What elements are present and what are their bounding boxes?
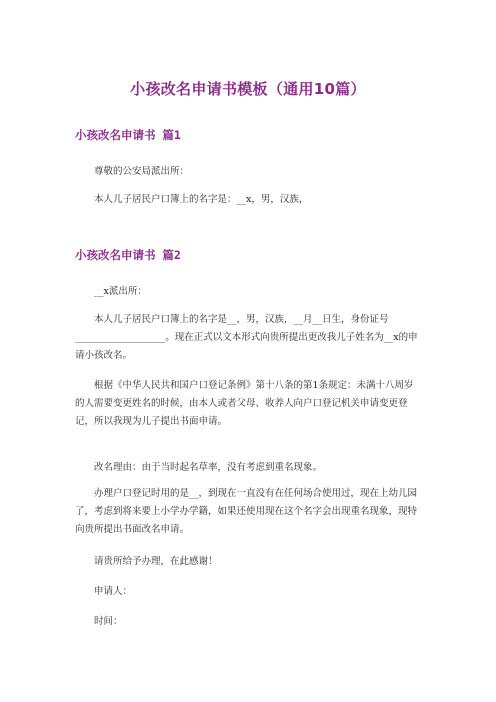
paragraph: 办理户口登记时用的是__，到现在一直没有在任何场合使用过，现在上幼儿园了，考虑到将来要上小学办学籍，如果还使用现在这个名字会出现重名现象，现特向贵所提出书面改名申请。 [75, 488, 418, 535]
section-heading-2: 小孩改名申请书 篇2 [75, 248, 181, 262]
paragraph: 本人儿子居民户口簿上的名字是：__x，男，汉族， [94, 194, 309, 205]
paragraph: 本人儿子居民户口簿上的名字是__，男，汉族，__月__日生，身份证号___________________。现在正式以文本形式向贵所提出更改我儿子姓名为__x的申请小孩改名。 [75, 314, 418, 361]
paragraph: 改名理由：由于当时起名草率，没有考虑到重名现象。 [94, 462, 323, 473]
paragraph: 申请人： [94, 586, 133, 597]
section-heading-1: 小孩改名申请书 篇1 [75, 128, 181, 142]
paragraph: 尊敬的公安局派出所： [94, 166, 190, 177]
document-title: 小孩改名申请书模板（通用10篇） [130, 80, 366, 98]
paragraph: __x派出所： [94, 286, 147, 297]
paragraph: 时间： [94, 616, 123, 627]
paragraph: 根据《中华人民共和国户口登记条例》第十八条的第1条规定：未满十八周岁的人需要变更姓名的时候，由本人或者父母、收养人向户口登记机关申请变更登记，所以我现为儿子提出书面申请。 [75, 380, 414, 427]
paragraph: 请贵所给予办理，在此感谢！ [94, 556, 218, 567]
